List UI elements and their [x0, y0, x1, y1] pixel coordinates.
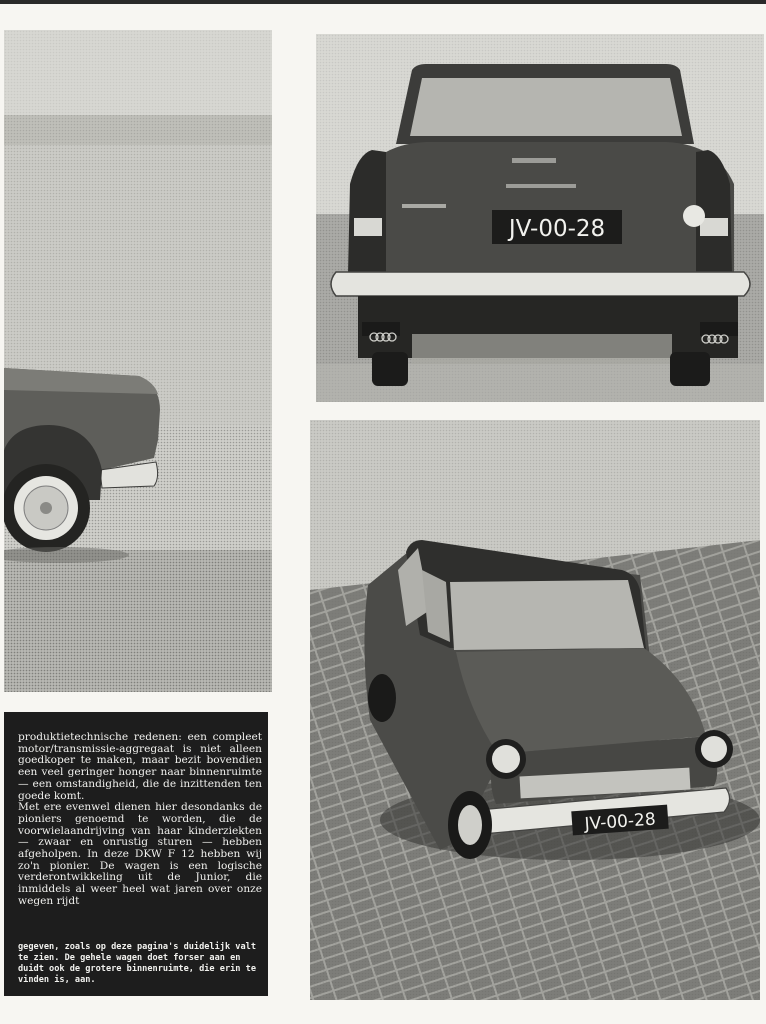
article-paragraph-1: produktietechnische redenen: een compleet motor/transmissie-aggregaat is niet alleen goedkoper te maken, maar bezit bovendien een veel geringer honger naar binnenruimte — een omstandigheid, die de inzittenden ten goede komt. — [18, 731, 262, 802]
photo-car-rear-view — [316, 34, 764, 402]
article-paragraph-3: gegeven, zoals op deze pagina's duidelijk valt te zien. De gehele wagen doet forser aan en duidt ook de grotere binnenruimte, die erin te vinden is, aan. — [18, 941, 256, 986]
photo-car-side-beach — [4, 30, 272, 692]
article-text-box — [4, 712, 268, 996]
photo-car-front-three-quarter — [310, 420, 760, 1000]
front-license-plate: JV-00-28 — [583, 809, 657, 835]
rear-license-plate: JV-00-28 — [508, 216, 606, 242]
article-paragraph-2: Met ere evenwel dienen hier desondanks de pioniers genoemd te worden, die de voorwielaandrijving van haar kinderziekten — zwaar en onrustig sturen — hebben afgeholpen. In deze DKW F 12 hebben wij zo'n pionier. De wagen is een logische verderontwikkeling uit de Junior, die inmiddels al weer heel wat jaren over onze wegen rijdt — [18, 801, 262, 907]
page-top-edge — [0, 0, 766, 4]
